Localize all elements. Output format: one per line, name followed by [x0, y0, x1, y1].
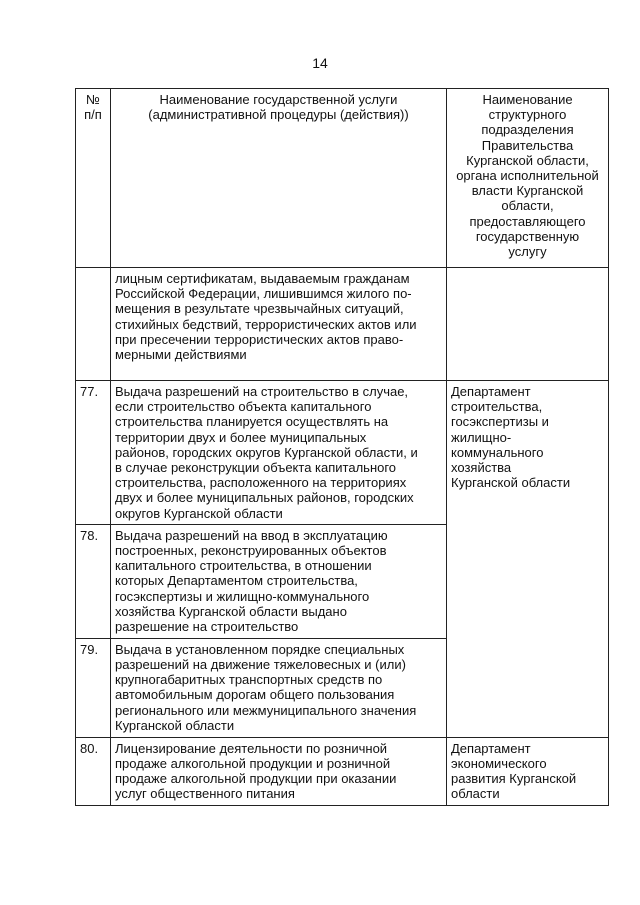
continuation-number-cell — [76, 268, 111, 381]
header-service-name — [111, 89, 447, 268]
row-department — [447, 737, 609, 805]
service-text: Выдача разрешений на ввод в эксплуатацию построенных, реконструированных объектов капитального строительства, в отношении которых Департаментом строительства, госэкспертизы и жилищно-коммунального хозяйства Курганской области выдано разрешение на строительство — [115, 527, 388, 635]
row-service-text — [111, 381, 447, 525]
header-department — [447, 89, 609, 268]
row-department — [447, 381, 609, 738]
department-text: Департамент строительства, госэкспертизы и жилищно- коммунального хозяйства Курганской области — [451, 384, 571, 491]
header-number-text: № п/п — [84, 92, 102, 123]
continuation-department-cell — [447, 268, 609, 381]
table-row — [76, 737, 609, 805]
department-text: Департамент экономического развития Курганской области — [451, 740, 577, 802]
service-text: Выдача в установленном порядке специальных разрешений на движение тяжеловесных и (или) крупногабаритных транспортных средств по автомобильным дорогам общего пользования регионального или межмуниципального значения Курганской области — [115, 641, 417, 733]
row-service-text — [111, 524, 447, 638]
row-service-text — [111, 737, 447, 805]
continuation-text-cell — [111, 268, 447, 381]
table-row — [76, 381, 609, 525]
header-department-text: Наименование структурного подразделения Правительства Курганской области, органа исполнительной власти Курганской области, предоставляющего государственную услугу — [456, 92, 599, 260]
table-row-continuation — [76, 268, 609, 381]
row-number: 78. — [76, 524, 111, 638]
row-service-text — [111, 638, 447, 737]
table-header-row — [76, 89, 609, 268]
header-service-name-text: Наименование государственной услуги (административной процедуры (действия)) — [148, 92, 409, 123]
service-text: Выдача разрешений на строительство в случае, если строительство объекта капитального строительства планируется осуществлять на территории двух и более муниципальных районов, городских округов Курганской области, и в случае реконструкции объекта капитального строительства, расположенного на территориях двух и более муниципальных районов, городских округов Курганской области — [115, 384, 418, 521]
services-table — [75, 88, 609, 806]
continuation-text: лицным сертификатам, выдаваемым гражданам Российской Федерации, лишившимся жилого по- мещения в результате чрезвычайных ситуаций, стихийных бедствий, террористических актов или при пресечении террористических актов право- мерными действиями — [115, 271, 417, 363]
header-number — [76, 89, 111, 268]
page-number: 14 — [312, 55, 328, 71]
row-number: 79. — [76, 638, 111, 737]
row-number: 77. — [76, 381, 111, 525]
service-text: Лицензирование деятельности по розничной продаже алкогольной продукции и розничной продаже алкогольной продукции при оказании услуг общественного питания — [115, 740, 397, 802]
row-number: 80. — [76, 737, 111, 805]
